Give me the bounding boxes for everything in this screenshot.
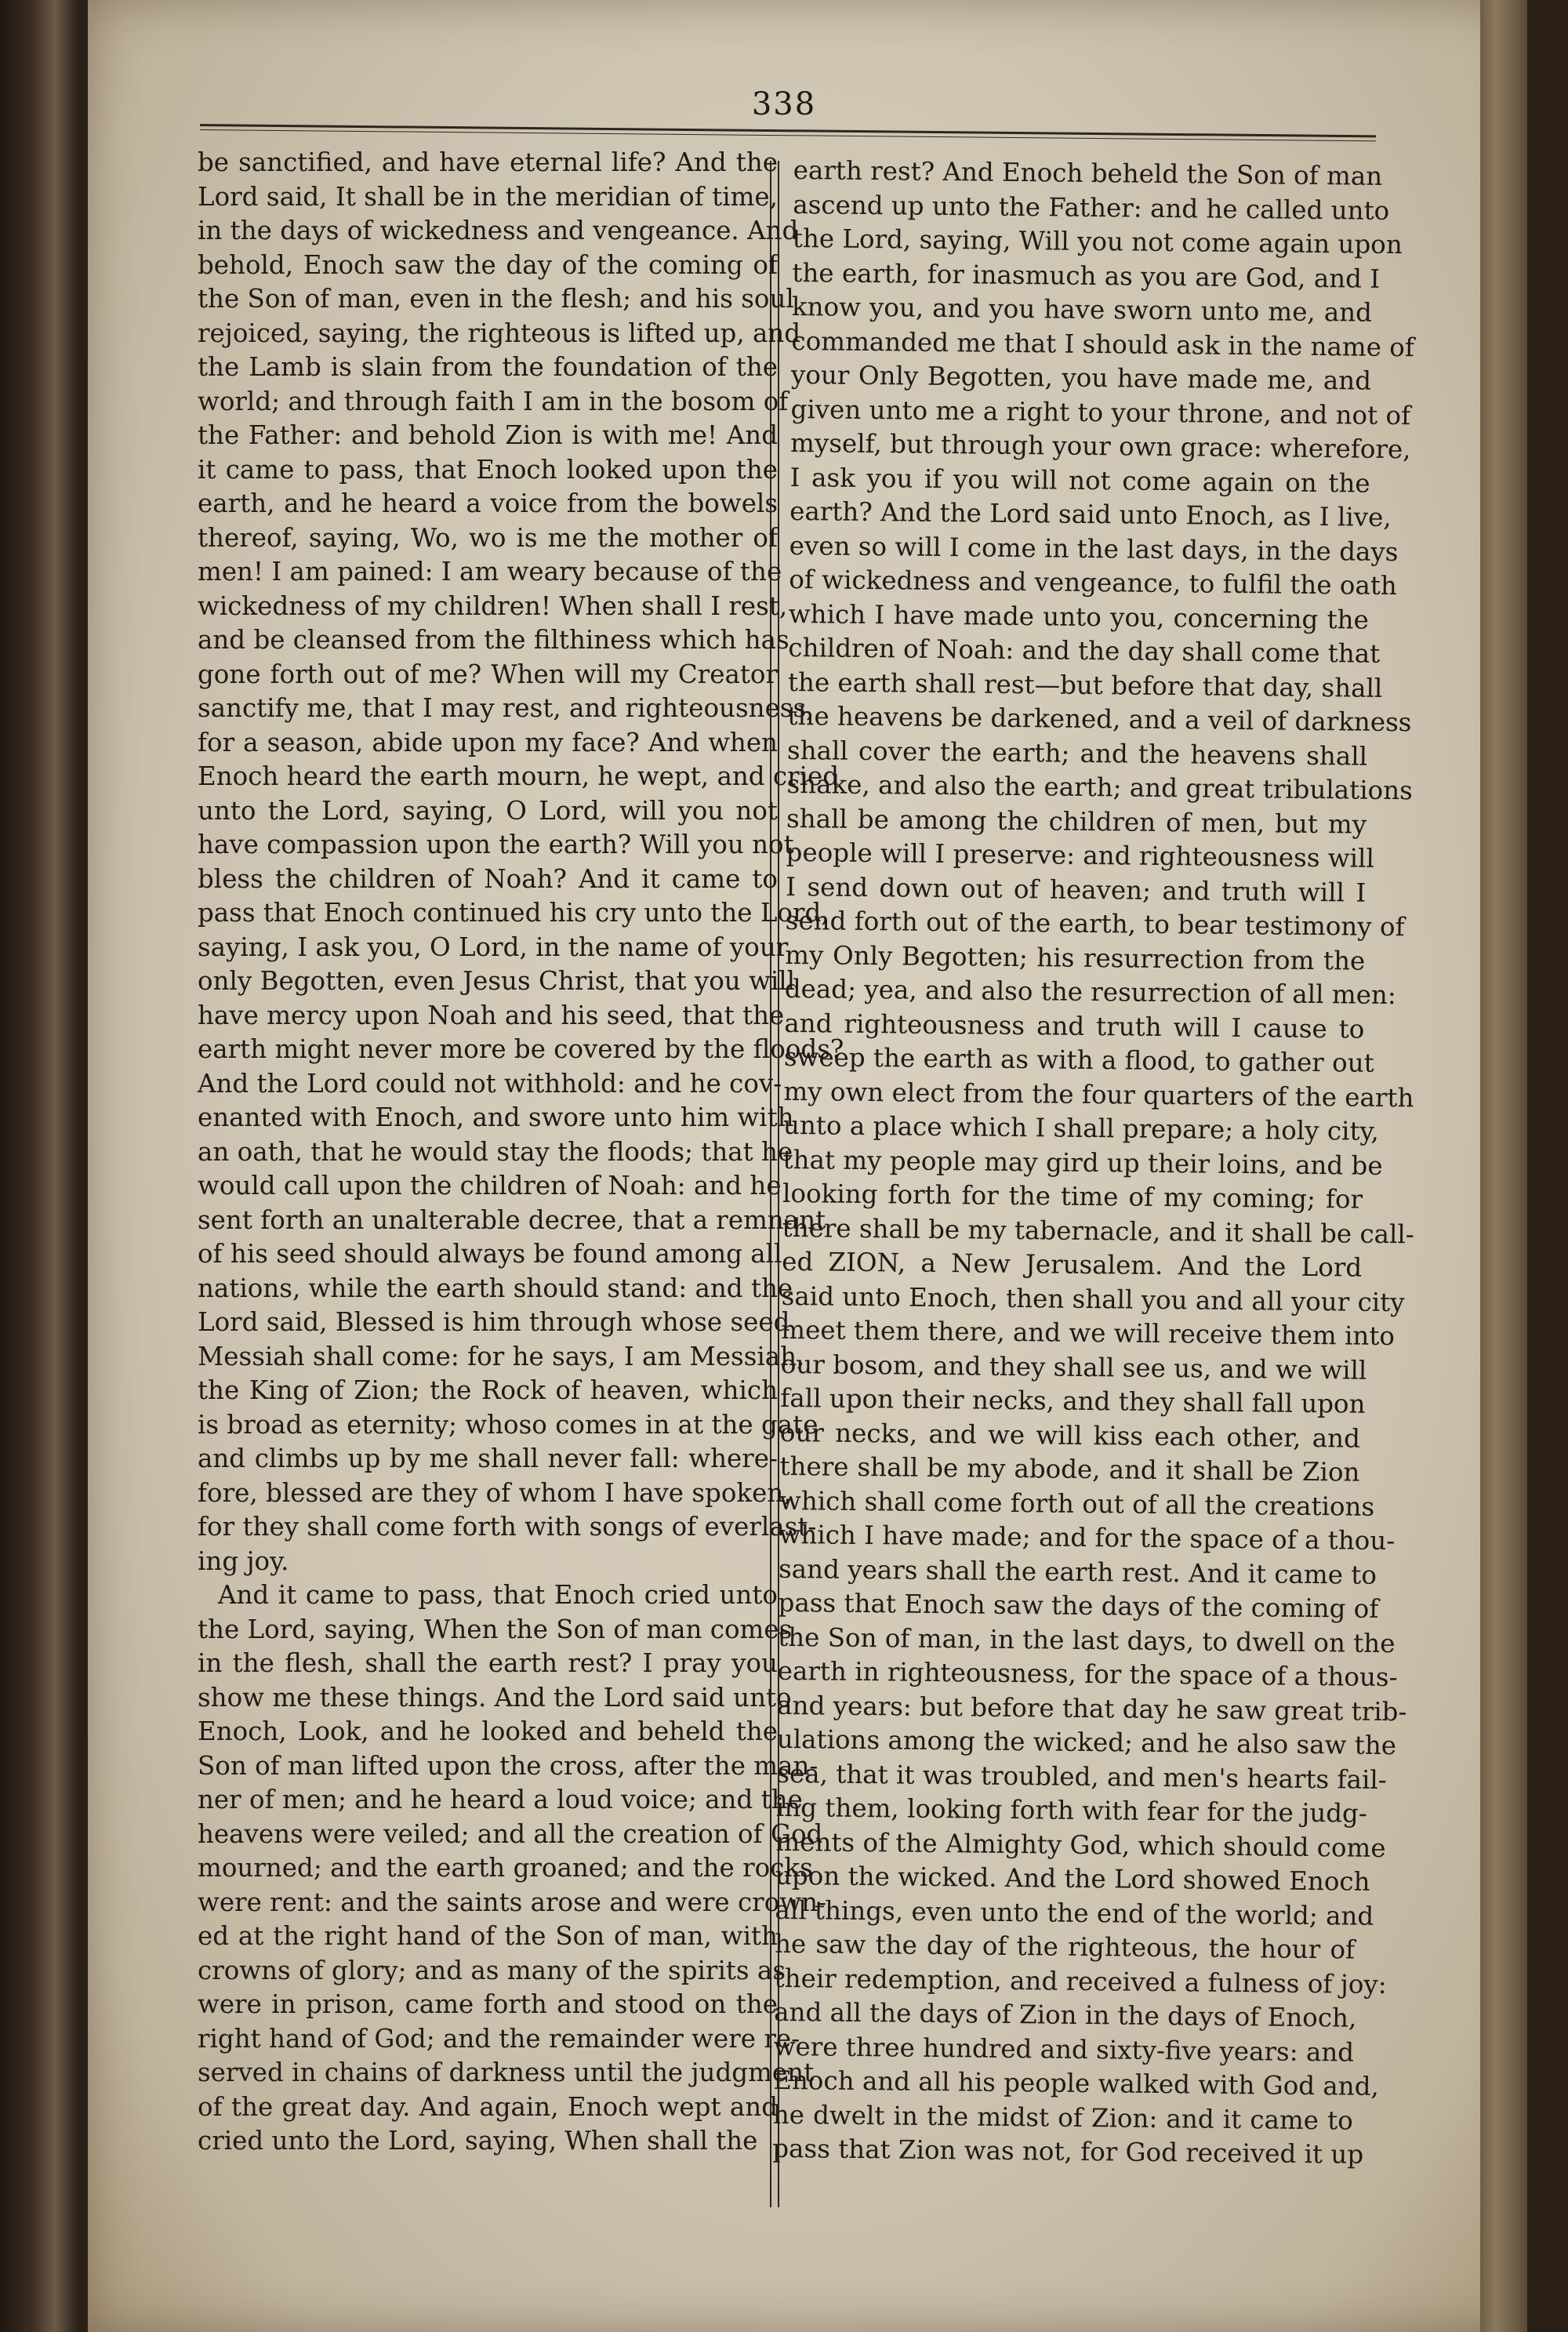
text-line: of the great day. And again, Enoch wept and	[198, 2091, 778, 2122]
text-line: even so will I come in the last days, in the days	[789, 530, 1399, 567]
text-line: were three hundred and sixty-five years: and	[773, 2031, 1355, 2068]
text-line: sweep the earth as with a flood, to gather out	[783, 1041, 1374, 1078]
text-line: pass that Zion was not, for God received it up	[772, 2133, 1364, 2170]
text-line: pass that Enoch continued his cry unto the Lord,	[198, 898, 829, 928]
text-line: which shall come forth out of all the creations	[779, 1485, 1375, 1522]
text-line: unto the Lord, saying, O Lord, will you not	[198, 795, 778, 826]
text-line: right hand of God; and the remainder were re-	[198, 2023, 800, 2054]
text-line: unto a place which I shall prepare; a holy city,	[782, 1110, 1380, 1146]
text-line: the Father: and behold Zion is with me! And	[198, 420, 778, 450]
text-line: the Lamb is slain from the foundation of the	[198, 352, 778, 382]
text-line: know you, and you have sworn unto me, and	[791, 291, 1373, 328]
text-line: ulations among the wicked; and he also saw the	[776, 1724, 1397, 1761]
text-line: my Only Begotten; his resurrection from the	[785, 939, 1366, 976]
text-line: my own elect from the four quarters of the earth	[783, 1076, 1414, 1113]
text-line: show me these things. And the Lord said unto	[198, 1682, 792, 1713]
text-line: be sanctified, and have eternal life? And the	[198, 147, 778, 177]
text-line: rejoiced, saying, the righteous is lifted up, and	[198, 318, 801, 348]
text-line: have mercy upon Noah and his seed, that the	[198, 1000, 785, 1030]
right-column	[772, 154, 1415, 2172]
text-line: the Son of man, even in the flesh; and his soul	[198, 284, 794, 314]
text-line: Lord said, It shall be in the meridian of time,	[198, 181, 778, 212]
text-line: the King of Zion; the Rock of heaven, which	[198, 1375, 778, 1405]
text-line: earth? And the Lord said unto Enoch, as I live,	[789, 496, 1392, 533]
text-line: men! I am pained: I am weary because of the	[198, 557, 782, 587]
text-line: bless the children of Noah? And it came to	[198, 863, 778, 894]
text-line: people will I preserve: and righteousness will	[786, 837, 1375, 874]
text-line: for a season, abide upon my face? And when	[198, 727, 778, 757]
page-number: 338	[751, 86, 817, 122]
text-line: pass that Enoch saw the days of the coming of	[778, 1587, 1379, 1624]
text-line: fore, blessed are they of whom I have spoken,	[198, 1477, 792, 1508]
text-line: said unto Enoch, then shall you and all your city	[781, 1280, 1405, 1317]
text-line: saying, I ask you, O Lord, in the name of your	[198, 932, 789, 962]
text-line: their redemption, and received a fulness of joy:	[774, 1963, 1387, 2000]
text-line: have compassion upon the earth? Will you not	[198, 830, 794, 859]
left-column	[198, 146, 844, 2159]
text-line: And it came to pass, that Enoch cried unto	[218, 1580, 778, 1610]
text-line: ed ZION, a New Jerusalem. And the Lord	[782, 1246, 1363, 1283]
text-line: Son of man lifted upon the cross, after the man-	[198, 1750, 818, 1781]
text-line: dead; yea, and also the resurrection of all men:	[784, 973, 1397, 1011]
text-line: and be cleansed from the filthiness which has	[198, 625, 789, 655]
text-line: it came to pass, that Enoch looked upon the	[198, 454, 778, 485]
text-line: meet them there, and we will receive them into	[781, 1314, 1396, 1352]
text-line: Enoch, Look, and he looked and beheld the	[198, 1716, 778, 1746]
text-line: in the flesh, shall the earth rest? I pray you	[198, 1648, 778, 1678]
text-line: would call upon the children of Noah: and he	[198, 1171, 782, 1201]
text-line: earth in righteousness, for the space of a thous-	[777, 1655, 1398, 1693]
text-line: only Begotten, even Jesus Christ, that you will	[198, 966, 796, 996]
text-line: and climbs up by me shall never fall: where-	[198, 1444, 778, 1473]
text-line: Enoch heard the earth mourn, he wept, and cried	[198, 761, 840, 791]
text-line: heavens were veiled; and all the creation of God	[198, 1818, 823, 1849]
text-line: sanctify me, that I may rest, and righteousness,	[198, 693, 815, 723]
text-line: and years: but before that day he saw great trib-	[777, 1690, 1407, 1727]
text-line: And the Lord could not withhold: and he cov-	[198, 1068, 782, 1099]
text-line: nations, while the earth should stand: and the	[198, 1273, 793, 1303]
text-line: shall cover the earth; and the heavens shall	[786, 735, 1368, 772]
text-line: ascend up unto the Father: and he called unto	[793, 189, 1390, 226]
text-line: ing joy.	[198, 1546, 289, 1576]
text-line: gone forth out of me? When will my Creator	[198, 659, 778, 689]
text-line: of his seed should always be found among all	[198, 1239, 782, 1269]
text-line: wickedness of my children! When shall I rest,	[198, 590, 788, 621]
text-line: which I have made unto you, concerning the	[788, 598, 1370, 635]
text-line: which I have made; and for the space of a thou-	[779, 1519, 1396, 1556]
page-edge	[1480, 0, 1527, 2332]
text-line: cried unto the Lord, saying, When shall the	[198, 2126, 758, 2156]
text-line: ed at the right hand of the Son of man, with	[198, 1921, 778, 1951]
text-line: he dwelt in the midst of Zion: and it came to	[772, 2099, 1353, 2136]
text-line: send forth out of the earth, to bear testimony of	[785, 905, 1405, 943]
text-line: and righteousness and truth will I cause to	[784, 1008, 1365, 1044]
text-line: Messiah shall come: for he says, I am Messiah,	[198, 1341, 805, 1371]
text-line: enanted with Enoch, and swore unto him with	[198, 1102, 794, 1132]
text-line: sand years shall the earth rest. And it came to	[778, 1553, 1377, 1590]
text-line: the Lord, saying, Will you not come again upon	[792, 223, 1403, 260]
text-line: earth, and he heard a voice from the bowels	[198, 489, 778, 518]
text-line: that my people may gird up their loins, and be	[782, 1144, 1383, 1181]
text-line: world; and through faith I am in the bosom of	[198, 386, 789, 416]
text-line: there shall be my tabernacle, and it shall be call-	[782, 1212, 1414, 1249]
text-line: crowns of glory; and as many of the spirits as	[198, 1955, 786, 1985]
text-line: the Lord, saying, When the Son of man comes	[198, 1614, 793, 1644]
text-line: he saw the day of the righteous, the hour of	[774, 1928, 1356, 1965]
text-line: there shall be my abode, and it shall be Zion	[779, 1451, 1360, 1487]
text-line: upon the wicked. And the Lord showed Enoch	[775, 1860, 1370, 1897]
text-line: Enoch and all his people walked with God and,	[773, 2065, 1380, 2101]
text-line: ing them, looking forth with fear for the judg-	[775, 1792, 1368, 1829]
text-line: the earth shall rest—but before that day, shall	[787, 667, 1383, 703]
text-line: an oath, that he would stay the floods; that he	[198, 1136, 793, 1167]
text-line: thereof, saying, Wo, wo is me the mother of	[198, 522, 778, 553]
text-line: shall be among the children of men, but my	[786, 803, 1367, 840]
text-line: our bosom, and they shall see us, and we will	[780, 1349, 1367, 1386]
text-line: myself, but through your own grace: wherefore,	[789, 427, 1411, 465]
text-line: of wickedness and vengeance, to fulfil the oath	[789, 564, 1398, 601]
text-line: I send down out of heaven; and truth will I	[786, 871, 1367, 908]
text-line: children of Noah: and the day shall come that	[788, 632, 1381, 669]
text-line: sea, that it was troubled, and men's hearts fail-	[776, 1758, 1387, 1795]
text-line: served in chains of darkness until the judgment	[198, 2058, 815, 2087]
text-line: ner of men; and he heard a loud voice; and the	[198, 1785, 803, 1814]
text-line: for they shall come forth with songs of everlast-	[198, 1512, 817, 1542]
text-line: I ask you if you will not come again on the	[789, 462, 1370, 499]
text-line: mourned; and the earth groaned; and the rocks	[198, 1853, 813, 1883]
text-line: sent forth an unalterable decree, that a remnant	[198, 1204, 826, 1235]
text-line: earth rest? And Enoch beheld the Son of man	[793, 154, 1383, 191]
text-line: fall upon their necks, and they shall fall upon	[780, 1382, 1366, 1419]
text-line: the heavens be darkened, and a veil of darkness	[787, 700, 1412, 738]
text-line: were in prison, came forth and stood on the	[198, 1989, 778, 2019]
text-line: and all the days of Zion in the days of Enoch,	[773, 1996, 1357, 2033]
text-line: is broad as eternity; whoso comes in at the gate	[198, 1409, 818, 1440]
text-line: the earth, for inasmuch as you are God, and I	[792, 257, 1381, 294]
text-line: shake, and also the earth; and great tribulations	[786, 768, 1413, 806]
text-line: given unto me a right to your throne, and not of	[790, 394, 1411, 430]
text-line: ments of the Almighty God, which should come	[775, 1826, 1386, 1863]
text-line: your Only Begotten, you have made me, and	[790, 359, 1372, 396]
text-line: our necks, and we will kiss each other, and	[779, 1417, 1361, 1454]
text-line: the Son of man, in the last days, to dwell on the	[777, 1622, 1396, 1658]
text-line: in the days of wickedness and vengeance. And	[198, 216, 799, 245]
text-line: Lord said, Blessed is him through whose seed	[198, 1307, 790, 1337]
text-line: looking forth for the time of my coming; for	[782, 1178, 1363, 1215]
text-line: behold, Enoch saw the day of the coming of	[198, 249, 778, 280]
text-line: were rent: and the saints arose and were crown-	[198, 1887, 826, 1917]
text-line: earth might never more be covered by the floods?	[198, 1034, 844, 1064]
text-line: all things, even unto the end of the world; and	[775, 1894, 1374, 1931]
text-line: commanded me that I should ask in the name of	[791, 325, 1415, 362]
